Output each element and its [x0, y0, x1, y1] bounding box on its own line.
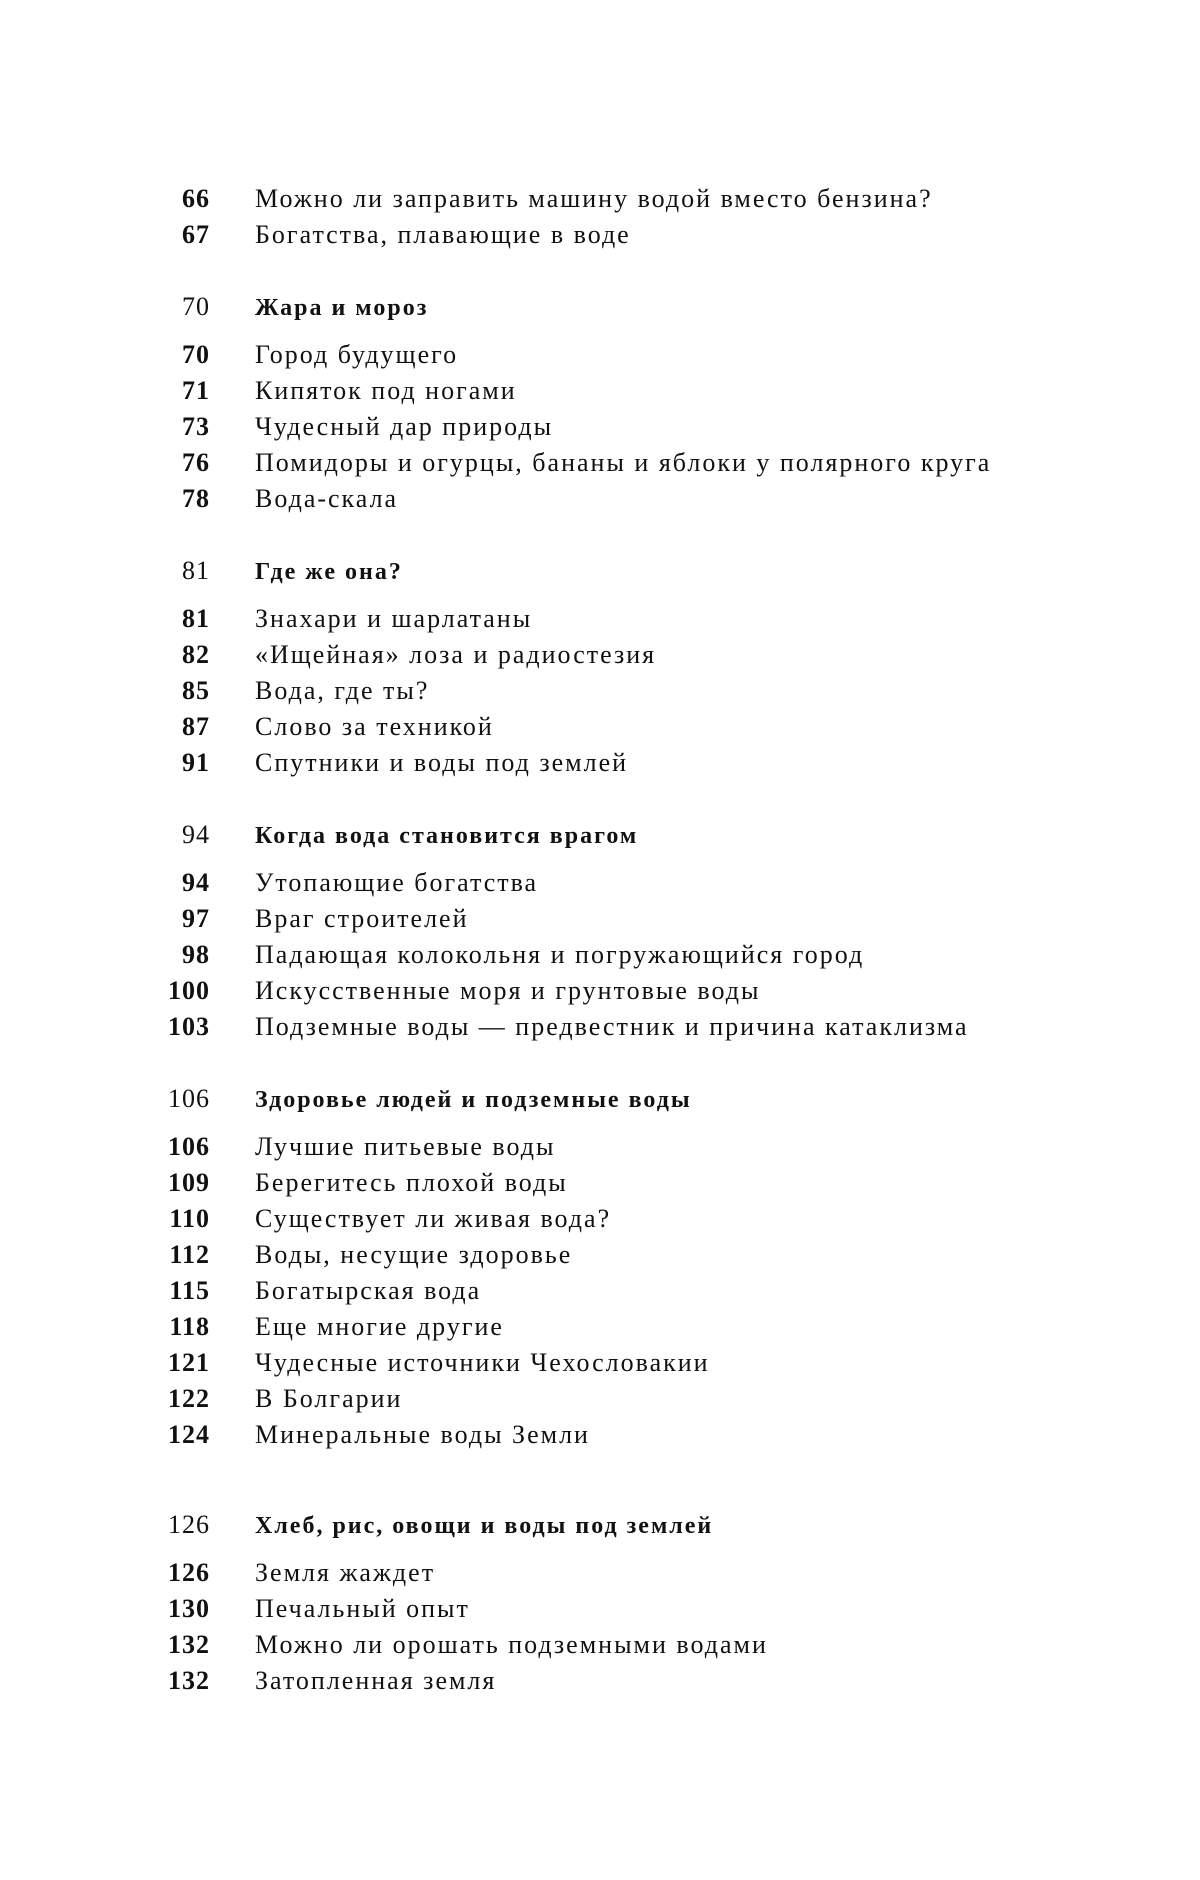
page-number: 78 [182, 484, 210, 513]
page-number: 85 [182, 676, 210, 705]
page-number: 73 [182, 412, 210, 441]
entry-title: Можно ли орошать подземными водами [255, 1630, 768, 1659]
entry-title: Город будущего [255, 340, 459, 369]
entry-title: Еще многие другие [255, 1312, 504, 1341]
page-number: 109 [168, 1168, 210, 1197]
entry-title: Печальный опыт [255, 1594, 470, 1623]
toc-group [150, 1510, 1070, 1702]
toc-entry [150, 1384, 1070, 1420]
toc-group [150, 292, 1070, 520]
entry-title: Существует ли живая вода? [255, 1204, 612, 1233]
toc-group [150, 184, 1070, 256]
section-heading [150, 820, 1070, 856]
toc-entry [150, 904, 1070, 940]
entry-title: Земля жаждет [255, 1558, 436, 1587]
toc-group [150, 556, 1070, 784]
entry-title: Минеральные воды Земли [255, 1420, 590, 1449]
page-number: 97 [182, 904, 210, 933]
section-title: Хлеб, рис, овощи и воды под землей [255, 1513, 714, 1539]
page-number: 106 [168, 1084, 210, 1113]
toc-entry [150, 1594, 1070, 1630]
entry-title: Лучшие питьевые воды [255, 1132, 556, 1161]
entry-title: Кипяток под ногами [255, 376, 517, 405]
toc-entry [150, 1558, 1070, 1594]
page-number: 82 [182, 640, 210, 669]
entry-title: Чудесный дар природы [255, 412, 554, 441]
section-heading [150, 1084, 1070, 1120]
entry-title: «Ищейная» лоза и радиостезия [255, 640, 657, 669]
toc-entry [150, 484, 1070, 520]
entry-title: Берегитесь плохой воды [255, 1168, 568, 1197]
table-of-contents [150, 184, 1070, 1702]
toc-entry [150, 1666, 1070, 1702]
toc-entry [150, 748, 1070, 784]
page-number: 126 [168, 1558, 210, 1587]
page-number: 81 [182, 556, 210, 585]
toc-entry [150, 676, 1070, 712]
toc-entry [150, 1348, 1070, 1384]
toc-entry [150, 412, 1070, 448]
page-number: 94 [182, 820, 210, 849]
toc-entry [150, 1420, 1070, 1456]
page-number: 66 [182, 184, 210, 213]
page-number: 67 [182, 220, 210, 249]
page-number: 76 [182, 448, 210, 477]
toc-entry [150, 1168, 1070, 1204]
entry-title: Слово за техникой [255, 712, 494, 741]
page-number: 81 [182, 604, 210, 633]
toc-entry [150, 940, 1070, 976]
page-number: 122 [168, 1384, 210, 1413]
entry-title: Утопающие богатства [255, 868, 539, 897]
toc-group [150, 820, 1070, 1048]
entry-title: Вода-скала [255, 484, 399, 513]
page-number: 112 [169, 1240, 210, 1269]
entry-title: Знахари и шарлатаны [255, 604, 533, 633]
toc-entry [150, 220, 1070, 256]
page-number: 70 [182, 292, 210, 321]
entry-title: Спутники и воды под землей [255, 748, 629, 777]
toc-entry [150, 1012, 1070, 1048]
page-number: 94 [182, 868, 210, 897]
page-number: 124 [168, 1420, 210, 1449]
entry-title: Богатырская вода [255, 1276, 482, 1305]
section-heading [150, 556, 1070, 592]
toc-entry [150, 868, 1070, 904]
toc-entry [150, 340, 1070, 376]
toc-entry [150, 712, 1070, 748]
section-title: Когда вода становится врагом [255, 823, 639, 849]
section-title: Где же она? [255, 559, 403, 585]
toc-entry [150, 1630, 1070, 1666]
toc-entry [150, 1276, 1070, 1312]
section-heading [150, 292, 1070, 328]
entry-title: В Болгарии [255, 1384, 403, 1413]
page-number: 103 [168, 1012, 210, 1041]
page-number: 98 [182, 940, 210, 969]
section-title: Жара и мороз [255, 295, 429, 321]
toc-entry [150, 640, 1070, 676]
page-number: 121 [168, 1348, 210, 1377]
entry-title: Вода, где ты? [255, 676, 430, 705]
section-title: Здоровье людей и подземные воды [255, 1087, 692, 1113]
page-number: 126 [168, 1510, 210, 1539]
page-number: 118 [169, 1312, 210, 1341]
toc-entry [150, 1204, 1070, 1240]
toc-group [150, 1084, 1070, 1456]
toc-entry [150, 1240, 1070, 1276]
entry-title: Враг строителей [255, 904, 469, 933]
page-number: 71 [182, 376, 210, 405]
page-number: 106 [168, 1132, 210, 1161]
toc-entry [150, 376, 1070, 412]
page-number: 87 [182, 712, 210, 741]
toc-entry [150, 1312, 1070, 1348]
entry-title: Воды, несущие здоровье [255, 1240, 573, 1269]
entry-title: Помидоры и огурцы, бананы и яблоки у полярного круга [255, 448, 992, 477]
page-number: 132 [168, 1630, 210, 1659]
toc-entry [150, 604, 1070, 640]
page-number: 132 [168, 1666, 210, 1695]
entry-title: Затопленная земля [255, 1666, 497, 1695]
page-number: 100 [168, 976, 210, 1005]
entry-title: Чудесные источники Чехословакии [255, 1348, 710, 1377]
toc-entry [150, 448, 1070, 484]
entry-title: Падающая колокольня и погружающийся город [255, 940, 865, 969]
page-number: 115 [169, 1276, 210, 1305]
page-number: 91 [182, 748, 210, 777]
page-number: 70 [182, 340, 210, 369]
entry-title: Подземные воды — предвестник и причина катаклизма [255, 1012, 969, 1041]
toc-entry [150, 976, 1070, 1012]
entry-title: Можно ли заправить машину водой вместо бензина? [255, 184, 933, 213]
entry-title: Богатства, плавающие в воде [255, 220, 631, 249]
entry-title: Искусственные моря и грунтовые воды [255, 976, 761, 1005]
toc-entry [150, 1132, 1070, 1168]
page-number: 110 [169, 1204, 210, 1233]
toc-entry [150, 184, 1070, 220]
section-heading [150, 1510, 1070, 1546]
page-number: 130 [168, 1594, 210, 1623]
